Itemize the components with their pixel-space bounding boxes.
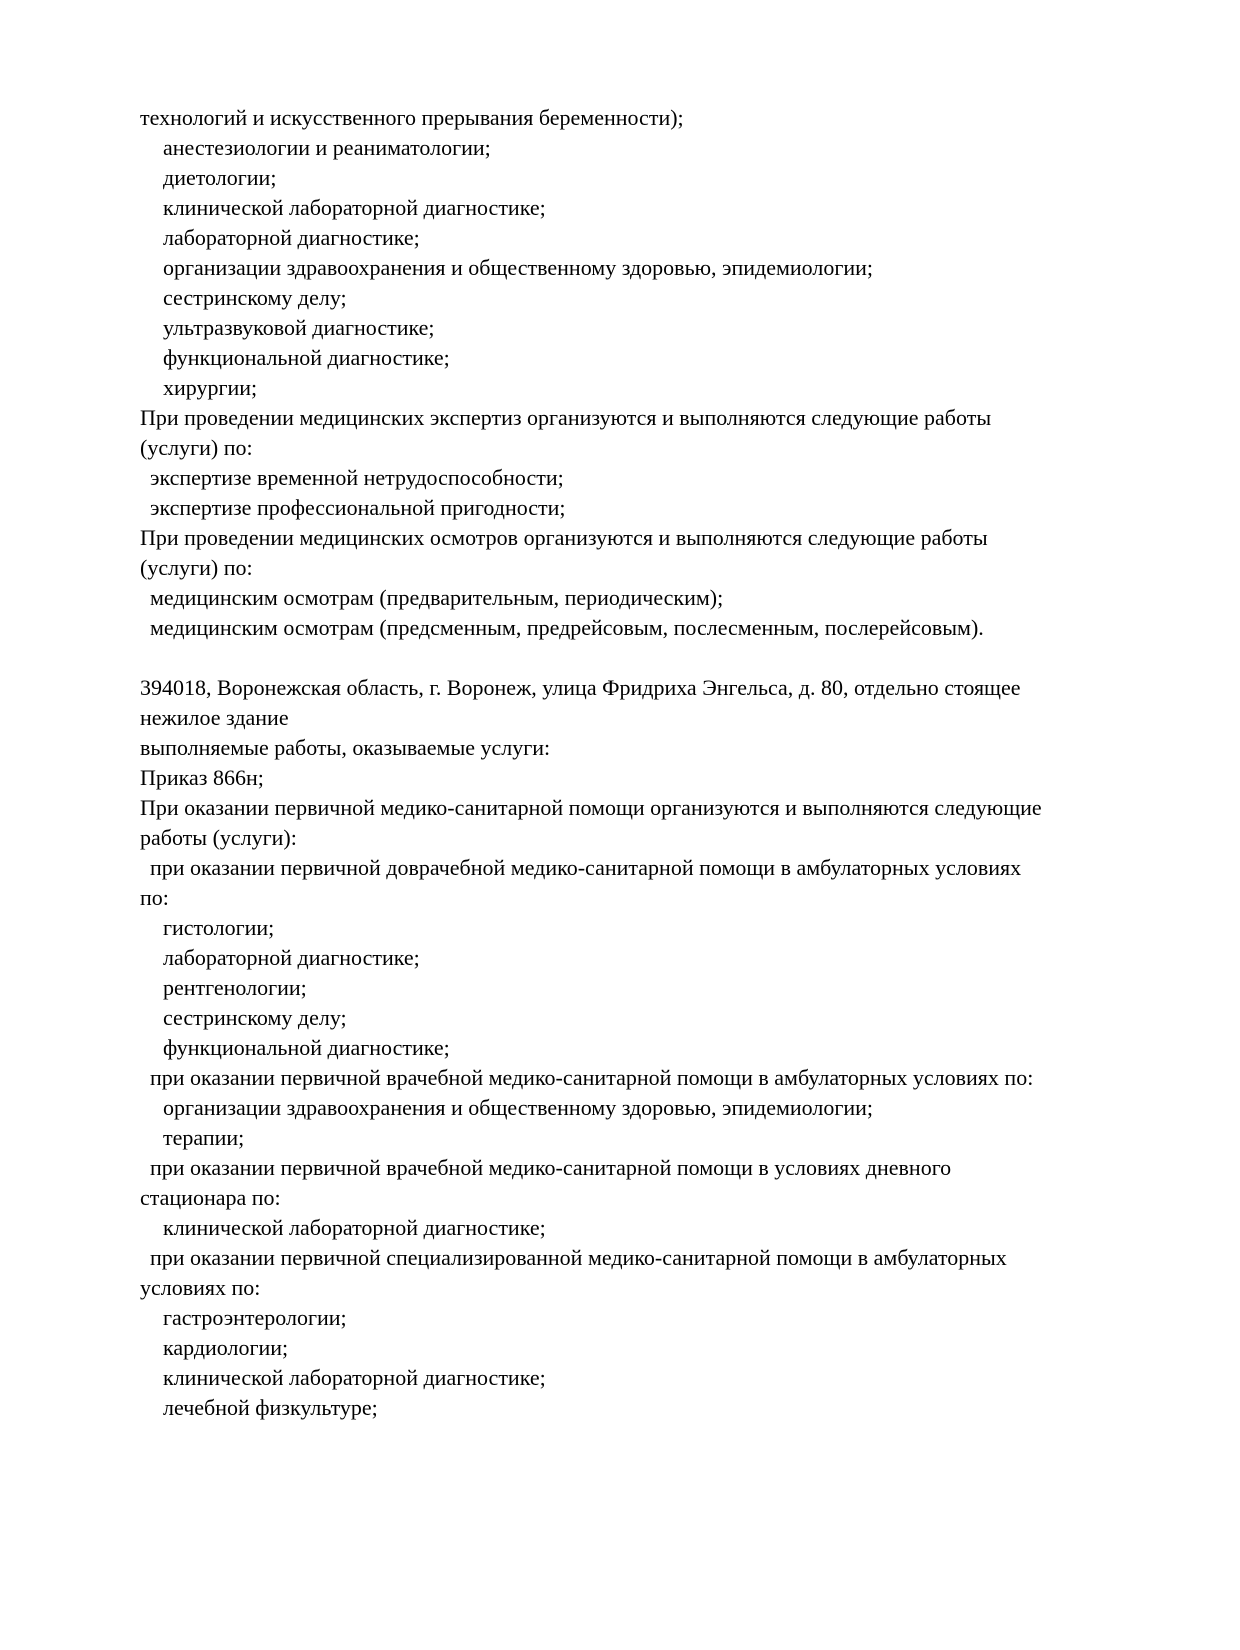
text-line: диетологии; [163, 165, 277, 190]
text-line: медицинским осмотрам (предварительным, периодическим); [150, 585, 724, 610]
text-line: стационара по: [140, 1185, 281, 1210]
text-line: гастроэнтерологии; [163, 1305, 347, 1330]
text-line: клинической лабораторной диагностике; [163, 1215, 546, 1240]
text-line: ультразвуковой диагностике; [163, 315, 435, 340]
text-line: анестезиологии и реаниматологии; [163, 135, 491, 160]
text-line: лабораторной диагностике; [163, 225, 420, 250]
text-line: при оказании первичной врачебной медико-санитарной помощи в условиях дневного [150, 1155, 952, 1180]
text-line: сестринскому делу; [163, 285, 347, 310]
text-line: работы (услуги): [140, 825, 297, 850]
text-line: кардиологии; [163, 1335, 289, 1360]
text-line: терапии; [163, 1125, 245, 1150]
text-line: сестринскому делу; [163, 1005, 347, 1030]
text-line: условиях по: [140, 1275, 261, 1300]
text-line: (услуги) по: [140, 555, 253, 580]
text-line: по: [140, 885, 169, 910]
text-line: клинической лабораторной диагностике; [163, 1365, 546, 1390]
text-line: При проведении медицинских экспертиз организуются и выполняются следующие работы [140, 405, 992, 430]
text-line: (услуги) по: [140, 435, 253, 460]
text-line: лечебной физкультуре; [163, 1395, 378, 1420]
text-line: При оказании первичной медико-санитарной помощи организуются и выполняются следующие [140, 795, 1042, 820]
blank-line [140, 643, 1130, 673]
text-line: организации здравоохранения и общественному здоровью, эпидемиологии; [163, 1095, 874, 1120]
text-line: при оказании первичной специализированной медико-санитарной помощи в амбулаторных [150, 1245, 1007, 1270]
text-line: хирургии; [163, 375, 258, 400]
text-line: 394018, Воронежская область, г. Воронеж, улица Фридриха Энгельса, д. 80, отдельно стоящее [140, 675, 1021, 700]
text-line: рентгенологии; [163, 975, 307, 1000]
text-line: гистологии; [163, 915, 275, 940]
text-line: выполняемые работы, оказываемые услуги: [140, 735, 551, 760]
text-line: организации здравоохранения и общественному здоровью, эпидемиологии; [163, 255, 874, 280]
text-line: при оказании первичной врачебной медико-санитарной помощи в амбулаторных условиях по: [150, 1065, 1034, 1090]
text-line: функциональной диагностике; [163, 1035, 450, 1060]
license-text-block [140, 103, 1130, 1423]
text-line: лабораторной диагностике; [163, 945, 420, 970]
text-line: клинической лабораторной диагностике; [163, 195, 546, 220]
text-line: Приказ 866н; [140, 765, 264, 790]
text-line: При проведении медицинских осмотров организуются и выполняются следующие работы [140, 525, 988, 550]
text-line: экспертизе профессиональной пригодности; [150, 495, 566, 520]
text-line: при оказании первичной доврачебной медико-санитарной помощи в амбулаторных условиях [150, 855, 1022, 880]
text-line: функциональной диагностике; [163, 345, 450, 370]
text-line: технологий и искусственного прерывания беременности); [140, 105, 684, 130]
text-line: медицинским осмотрам (предсменным, предрейсовым, послесменным, послерейсовым). [150, 615, 984, 640]
text-line: экспертизе временной нетрудоспособности; [150, 465, 564, 490]
text-line: нежилое здание [140, 705, 289, 730]
